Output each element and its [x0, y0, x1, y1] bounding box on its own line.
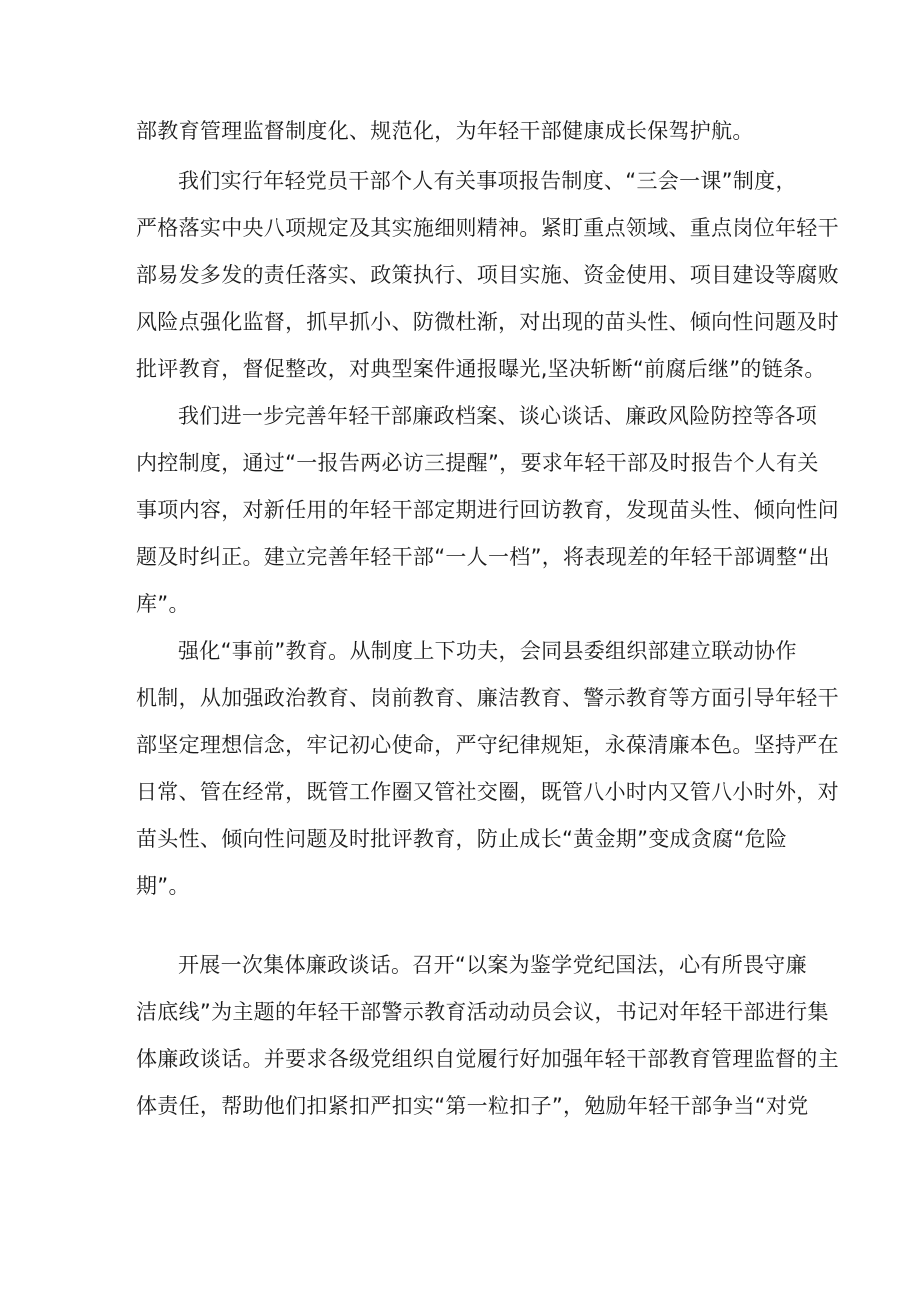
text-line: 洁底线”为主题的年轻干部警示教育活动动员会议，书记对年轻干部进行集	[136, 1000, 829, 1024]
text-line: 库”。	[136, 592, 190, 616]
text-line: 题及时纠正。建立完善年轻干部“一人一档”，将表现差的年轻干部调整“出	[136, 545, 830, 569]
text-line: 部教育管理监督制度化、规范化，为年轻干部健康成长保驾护航。	[136, 119, 754, 143]
text-line: 强化“事前”教育。从制度上下功夫，会同县委组织部建立联动协作	[178, 639, 797, 663]
text-line: 日常、管在经常，既管工作圈又管社交圈，既管八小时内又管八小时外，对	[136, 780, 839, 804]
text-line: 体责任，帮助他们扣紧扣严扣实“第一粒扣子”，勉励年轻干部争当“对党	[136, 1094, 809, 1118]
text-line: 期”。	[136, 874, 190, 898]
text-line: 我们进一步完善年轻干部廉政档案、谈心谈话、廉政风险防控等各项	[178, 404, 817, 428]
text-line: 我们实行年轻党员干部个人有关事项报告制度、“三会一课”制度，	[178, 169, 797, 193]
text-line: 机制，从加强政治教育、岗前教育、廉洁教育、警示教育等方面引导年轻干	[136, 686, 839, 710]
text-line: 风险点强化监督，抓早抓小、防微杜渐，对出现的苗头性、倾向性问题及时	[136, 310, 839, 334]
text-line: 部易发多发的责任落实、政策执行、项目实施、资金使用、项目建设等腐败	[136, 263, 839, 287]
text-line: 内控制度，通过“一报告两必访三提醒”，要求年轻干部及时报告个人有关	[136, 451, 819, 475]
text-line: 事项内容，对新任用的年轻干部定期进行回访教育，发现苗头性、倾向性问	[136, 498, 839, 522]
text-line: 苗头性、倾向性问题及时批评教育，防止成长“黄金期”变成贪腐“危险	[136, 827, 788, 851]
text-line: 部坚定理想信念，牢记初心使命，严守纪律规矩，永葆清廉本色。坚持严在	[136, 733, 839, 757]
text-line: 批评教育，督促整改，对典型案件通报曝光,坚决斩断“前腐后继”的链条。	[136, 357, 826, 381]
text-line: 体廉政谈话。并要求各级党组织自觉履行好加强年轻干部教育管理监督的主	[136, 1047, 839, 1071]
text-line: 开展一次集体廉政谈话。召开“以案为鉴学党纪国法，心有所畏守廉	[178, 953, 807, 977]
text-line: 严格落实中央八项规定及其实施细则精神。紧盯重点领域、重点岗位年轻干	[136, 216, 839, 240]
